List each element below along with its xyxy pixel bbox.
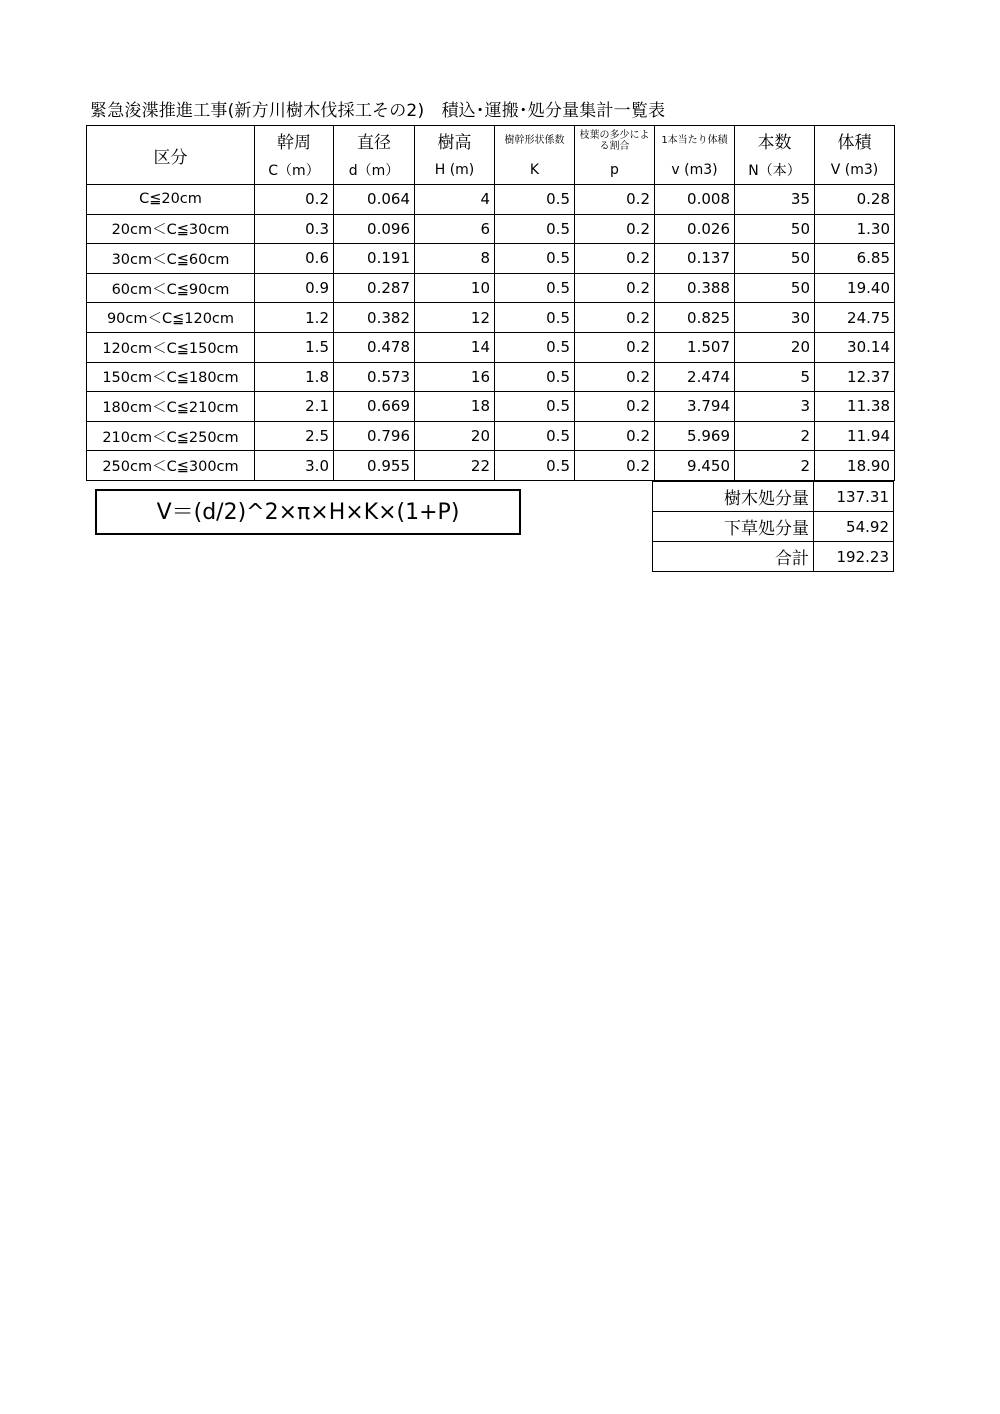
cell-n: 3 <box>735 392 815 422</box>
cell-vol: 19.40 <box>815 273 895 303</box>
cell-vol: 30.14 <box>815 332 895 362</box>
header-category: 区分 <box>87 126 255 185</box>
table-row <box>87 421 895 451</box>
header-col-name: 本数 <box>735 126 815 156</box>
cell-c: 1.2 <box>255 303 334 333</box>
row-category: 210cm＜C≦250cm <box>87 421 255 451</box>
cell-v: 5.969 <box>655 421 735 451</box>
cell-c: 1.5 <box>255 332 334 362</box>
cell-d: 0.573 <box>334 362 415 392</box>
cell-d: 0.478 <box>334 332 415 362</box>
cell-h: 12 <box>415 303 495 333</box>
cell-k: 0.5 <box>495 451 575 481</box>
header-col-name: 1本当たり体積 <box>655 126 735 156</box>
header-col-unit: V (m3) <box>815 156 895 185</box>
cell-k: 0.5 <box>495 332 575 362</box>
summary-row <box>653 512 894 542</box>
cell-p: 0.2 <box>575 362 655 392</box>
cell-k: 0.5 <box>495 214 575 244</box>
cell-c: 2.1 <box>255 392 334 422</box>
disposal-summary-table <box>652 481 894 572</box>
summary-row <box>653 542 894 572</box>
cell-v: 0.137 <box>655 244 735 274</box>
cell-v: 3.794 <box>655 392 735 422</box>
table-row <box>87 214 895 244</box>
header-col-unit: K <box>495 156 575 185</box>
summary-value: 137.31 <box>814 482 894 512</box>
cell-c: 3.0 <box>255 451 334 481</box>
summary-row <box>653 482 894 512</box>
header-col-unit: p <box>575 156 655 185</box>
cell-p: 0.2 <box>575 332 655 362</box>
cell-n: 30 <box>735 303 815 333</box>
header-col-name: 樹高 <box>415 126 495 156</box>
cell-h: 6 <box>415 214 495 244</box>
cell-p: 0.2 <box>575 244 655 274</box>
row-category: 30cm＜C≦60cm <box>87 244 255 274</box>
cell-n: 50 <box>735 244 815 274</box>
table-row <box>87 303 895 333</box>
document-title: 緊急浚渫推進工事(新方川樹木伐採工その2) 積込･運搬･処分量集計一覧表 <box>90 101 666 121</box>
row-category: 180cm＜C≦210cm <box>87 392 255 422</box>
cell-p: 0.2 <box>575 273 655 303</box>
cell-n: 50 <box>735 273 815 303</box>
cell-c: 0.6 <box>255 244 334 274</box>
row-category: 150cm＜C≦180cm <box>87 362 255 392</box>
cell-h: 20 <box>415 421 495 451</box>
cell-n: 5 <box>735 362 815 392</box>
cell-v: 9.450 <box>655 451 735 481</box>
volume-formula: V＝(d/2)^2×π×H×K×(1+P) <box>95 489 521 535</box>
cell-h: 10 <box>415 273 495 303</box>
cell-h: 18 <box>415 392 495 422</box>
header-col-name: 幹周 <box>255 126 334 156</box>
header-col-name: 枝葉の多少による割合 <box>575 126 655 156</box>
summary-table <box>86 125 895 481</box>
summary-value: 192.23 <box>814 542 894 572</box>
cell-vol: 24.75 <box>815 303 895 333</box>
cell-p: 0.2 <box>575 421 655 451</box>
summary-value: 54.92 <box>814 512 894 542</box>
cell-h: 22 <box>415 451 495 481</box>
cell-d: 0.287 <box>334 273 415 303</box>
cell-p: 0.2 <box>575 451 655 481</box>
cell-k: 0.5 <box>495 185 575 215</box>
cell-k: 0.5 <box>495 273 575 303</box>
row-category: 250cm＜C≦300cm <box>87 451 255 481</box>
table-row <box>87 332 895 362</box>
header-col-unit: N（本） <box>735 156 815 185</box>
cell-v: 1.507 <box>655 332 735 362</box>
table-row <box>87 244 895 274</box>
header-col-unit: H (m) <box>415 156 495 185</box>
cell-d: 0.955 <box>334 451 415 481</box>
cell-h: 16 <box>415 362 495 392</box>
cell-n: 50 <box>735 214 815 244</box>
row-category: 20cm＜C≦30cm <box>87 214 255 244</box>
cell-vol: 11.94 <box>815 421 895 451</box>
cell-d: 0.191 <box>334 244 415 274</box>
header-col-name: 樹幹形状係数 <box>495 126 575 156</box>
cell-d: 0.064 <box>334 185 415 215</box>
cell-vol: 11.38 <box>815 392 895 422</box>
cell-vol: 12.37 <box>815 362 895 392</box>
summary-label: 樹木処分量 <box>653 482 814 512</box>
cell-p: 0.2 <box>575 185 655 215</box>
cell-v: 2.474 <box>655 362 735 392</box>
header-col-unit: C（m） <box>255 156 334 185</box>
cell-v: 0.825 <box>655 303 735 333</box>
cell-k: 0.5 <box>495 421 575 451</box>
table-row <box>87 273 895 303</box>
table-row <box>87 451 895 481</box>
summary-label: 下草処分量 <box>653 512 814 542</box>
cell-n: 2 <box>735 421 815 451</box>
header-col-unit: v (m3) <box>655 156 735 185</box>
header-col-unit: d（m） <box>334 156 415 185</box>
table-row <box>87 362 895 392</box>
cell-vol: 1.30 <box>815 214 895 244</box>
cell-h: 14 <box>415 332 495 362</box>
row-category: 90cm＜C≦120cm <box>87 303 255 333</box>
header-col-name: 体積 <box>815 126 895 156</box>
header-col-name: 直径 <box>334 126 415 156</box>
cell-k: 0.5 <box>495 244 575 274</box>
cell-n: 35 <box>735 185 815 215</box>
cell-c: 0.9 <box>255 273 334 303</box>
cell-n: 20 <box>735 332 815 362</box>
cell-h: 8 <box>415 244 495 274</box>
header-row-names <box>87 126 895 156</box>
cell-k: 0.5 <box>495 303 575 333</box>
cell-v: 0.026 <box>655 214 735 244</box>
cell-k: 0.5 <box>495 362 575 392</box>
row-category: 120cm＜C≦150cm <box>87 332 255 362</box>
cell-v: 0.008 <box>655 185 735 215</box>
cell-c: 1.8 <box>255 362 334 392</box>
cell-v: 0.388 <box>655 273 735 303</box>
cell-vol: 18.90 <box>815 451 895 481</box>
cell-p: 0.2 <box>575 392 655 422</box>
table-row <box>87 392 895 422</box>
cell-h: 4 <box>415 185 495 215</box>
cell-n: 2 <box>735 451 815 481</box>
cell-d: 0.796 <box>334 421 415 451</box>
cell-c: 2.5 <box>255 421 334 451</box>
row-category: C≦20cm <box>87 185 255 215</box>
summary-label: 合計 <box>653 542 814 572</box>
cell-d: 0.669 <box>334 392 415 422</box>
cell-k: 0.5 <box>495 392 575 422</box>
cell-vol: 6.85 <box>815 244 895 274</box>
row-category: 60cm＜C≦90cm <box>87 273 255 303</box>
cell-d: 0.382 <box>334 303 415 333</box>
cell-vol: 0.28 <box>815 185 895 215</box>
cell-p: 0.2 <box>575 303 655 333</box>
cell-p: 0.2 <box>575 214 655 244</box>
cell-c: 0.3 <box>255 214 334 244</box>
table-row <box>87 185 895 215</box>
cell-d: 0.096 <box>334 214 415 244</box>
cell-c: 0.2 <box>255 185 334 215</box>
